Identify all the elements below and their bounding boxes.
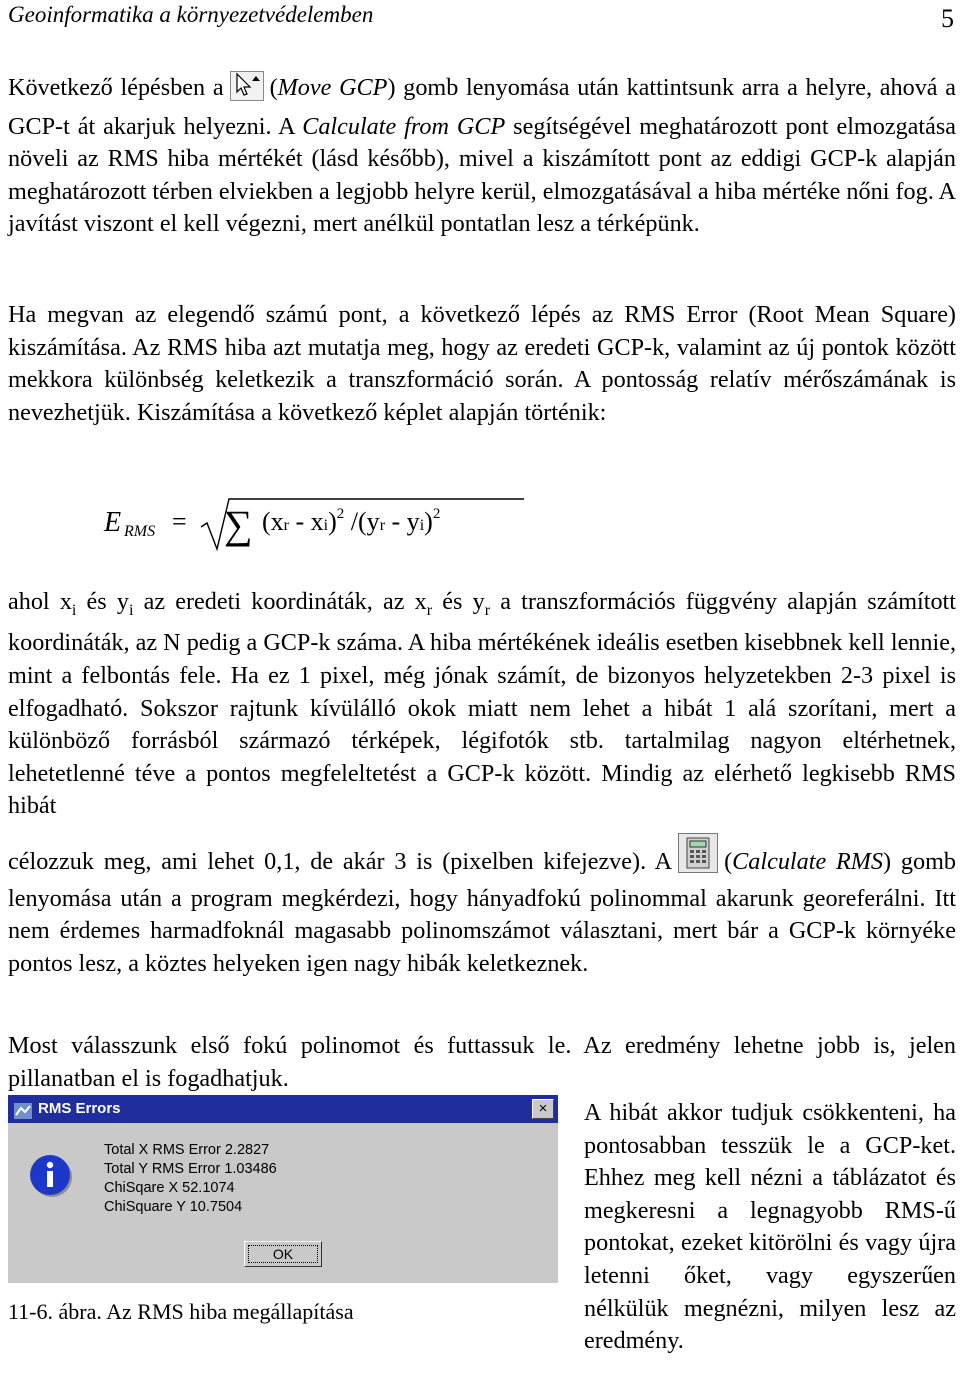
paragraph-formula-explanation: ahol $x_i$ és $y_i$ az eredeti koordináták, az $x_r$ és $y_r$ a transzformációs függvény alapján számított koordináták, az N pedig a GCP-k száma. A hiba mértékének ideális esetben kisebbnek kell lennie, mint a felbontás fele. Ha ez 1 pixel, még jónak számít, de bizonyos helyzetekben 2-3 pixel is elfogadható. Sokszor rajtunk kívülálló okok miatt nem lehet a hibát 1 alá szorítani, mert a különböző forrásból származó térképek, légifotók stb. tartalmilag nagyon eltérhetnek, lehetetlenné téve a pontos megfeleltetést a GCP-k között. Mindig az elérhető legkisebb RMS hibát [8,588,956,820]
rms-formula: E RMS = ∑ (xr - xi)$^2$ /(yr - yi)$^2$ [104,497,524,557]
figure-caption: 11-6. ábra. Az RMS hiba megállapítása [8,1299,354,1324]
chisquare-x: ChiSqare X 52.1074 [104,1180,235,1196]
rms-results [104,1141,277,1217]
paragraph-rms-intro: Ha megvan az elegendő számú pont, a következő lépés az RMS Error (Root Mean Square) kiszámítása. Az RMS hiba azt mutatja meg, hogy az eredeti GCP-k, valamint az új pontok között mekkora különbség keletkezik a transzformáció során. A pontosság relatív mérőszámának is nevezhetjük. Kiszámítása a következő képlet alapján történik: [8,301,956,426]
paragraph-move-gcp: Következő lépésben a (Move GCP) gomb lenyomása után kattintsunk arra a helyre, ahová a GCP-t át akarjuk helyezni. A Calculate from GCP segítségével meghatározott pont elmozgatása növeli az RMS hiba mértékét (lásd később), mivel a kiszámított pont az eddigi GCP-k alapján meghatározott térben elviekben a legjobb helyre kerül, elmozgatásával a hiba mértéke nőni fog. A javítást viszont el kell végezni, mert anélkül pontatlan lesz a térképünk. [8,71,956,241]
rms-errors-dialog [8,1095,558,1283]
running-header-title: Geoinformatika a környezetvédelemben [8,2,374,27]
calculate-rms-icon [678,833,718,883]
move-gcp-icon [230,71,264,111]
total-x-rms-error: Total X RMS Error 2.2827 [104,1142,270,1158]
info-icon [28,1153,74,1204]
paragraph-first-order: Most válasszunk első fokú polinomot és futtassuk le. Az eredmény lehetne jobb is, jelen pillanatban el is fogadhatjuk. [8,1032,956,1092]
app-icon [14,1101,32,1117]
formula-body: (xr - xi)$^2$ /(yr - yi)$^2$ [262,506,441,536]
side-paragraph: A hibát akkor tudjuk csökkenteni, ha pontosabban tesszük le a GCP-ket. Ehhez meg kell nézni a táblázatot és megkeresni a legnagyobb RMS-ű pontokat, ezeket kitörölni és vagy újra letenni őket, vagy egyszerűen nélkülük megnézni, milyen lesz az eredmény. [584,1099,956,1355]
dialog-title-bar[interactable] [8,1095,558,1123]
close-button[interactable]: × [532,1099,554,1119]
chisquare-y: ChiSquare Y 10.7504 [104,1199,243,1215]
ok-button[interactable]: OK [244,1241,322,1267]
paragraph-calculate-rms: célozzuk meg, ami lehet 0,1, de akár 3 is (pixelben kifejezve). A (Calculate RMS) gomb lenyomása után a program megkérdezi, hogy hányadfokú polinommal akarunk georeferálni. Itt nem érdemes harmadfoknál magasabb polinomszámot választani, mert bár a GCP-k környéke pontos lesz, a köztes helyeken igen nagy hibák keletkeznek. [8,833,956,980]
dialog-title: RMS Errors [38,1100,121,1117]
page-number: 5 [941,4,954,33]
total-y-rms-error: Total Y RMS Error 1.03486 [104,1161,277,1177]
sum-sign: ∑ [224,502,253,547]
